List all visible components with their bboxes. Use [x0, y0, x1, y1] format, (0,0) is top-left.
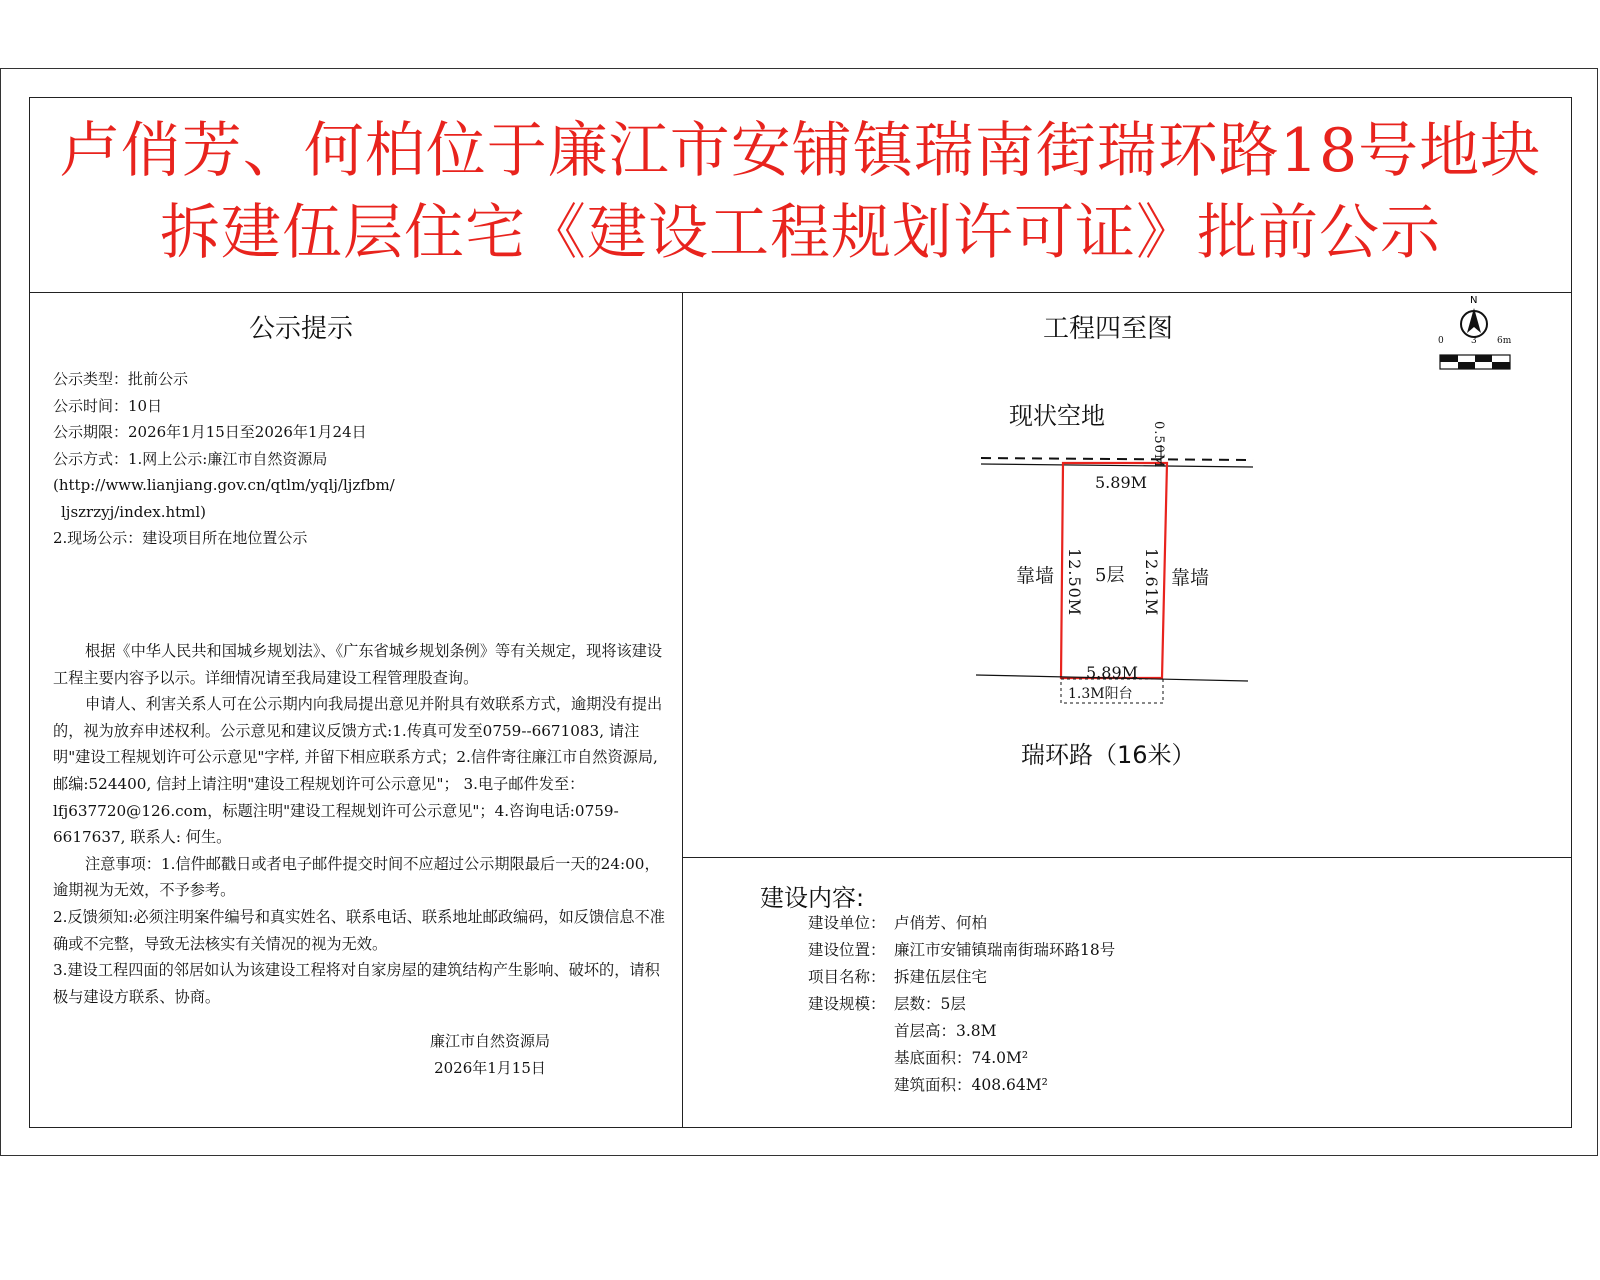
title-block [30, 98, 1571, 293]
notice-onsite: 2.现场公示：建设项目所在地位置公示 [53, 529, 308, 547]
title-line-1: 卢俏芳、何柏位于廉江市安铺镇瑞南街瑞环路18号地块 [59, 116, 1542, 186]
setback-dimension: 0.50M [1151, 421, 1166, 469]
map-heading: 工程四至图 [1043, 314, 1174, 344]
site-map [683, 293, 1571, 858]
paragraph-neighbors: 3.建设工程四面的邻居如认为该建设工程将对自家房屋的建筑结构产生影响、破坏的，请积极与建设方联系、协商。 [53, 961, 660, 1006]
north-arrow-icon [1461, 295, 1487, 337]
left-depth-dimension: 12.50M [1065, 548, 1084, 617]
balcony-label: 1.3M阳台 [1068, 686, 1133, 702]
site-map-drawing [683, 293, 1571, 858]
scale-end: 6m [1497, 336, 1512, 346]
paragraph-requirements: 2.反馈须知:必须注明案件编号和真实姓名、联系电话、联系地址邮政编码，如反馈信息不准确或不完整，导致无法核实有关情况的视为无效。 [53, 907, 665, 953]
notice-type: 公示类型：批前公示 [53, 370, 189, 388]
notice-sheet [29, 97, 1572, 1128]
bottom-width-dimension: 5.89M [1086, 663, 1139, 682]
scale-zero: 0 [1438, 336, 1444, 346]
notice-url-line-2: ljszrzyj/index.html) [61, 502, 207, 521]
scale-bar [1440, 355, 1510, 369]
content-row [808, 910, 1115, 937]
west-neighbor-label: 靠墙 [1016, 565, 1055, 587]
paragraph-feedback: 申请人、利害关系人可在公示期内向我局提出意见并附具有效联系方式，逾期没有提出的，视为放弃申述权利。公示意见和建议反馈方式:1.传真可发至0759--6671083, 请注明"建设工程规划许可公示意见"字样, 并留下相应联系方式；2.信件寄往廉江市自然资源局, 邮编:524400, 信封上请注明"建设工程规划许可公示意见"； 3.电子邮件发至：lfj637720@126.com，标题注明"建设工程规划许可公示意见"；4.咨询电话:0759-6617637, 联系人: 何生。 [53, 695, 663, 847]
content-list [808, 910, 1115, 1099]
row-value: 层数：5层 [894, 995, 966, 1013]
notice-url-line-1: (http://www.lianjiang.gov.cn/qtlm/yqlj/ljzfbm/ [53, 476, 395, 494]
notice-method: 公示方式：1.网上公示:廉江市自然资源局 [53, 449, 328, 468]
right-depth-dimension: 12.61M [1142, 548, 1161, 617]
north-solid-line [981, 464, 1253, 467]
content-subrow: 建筑面积：408.64M² [894, 1076, 1048, 1094]
notice-panel [30, 293, 683, 1127]
project-panel [683, 293, 1571, 1127]
content-row [808, 991, 1115, 1018]
content-subrow: 首层高：3.8M [894, 1022, 997, 1040]
svg-text:N: N [1470, 295, 1478, 306]
east-neighbor-label: 靠墙 [1171, 567, 1210, 589]
notice-body [53, 638, 667, 1010]
notice-info [53, 366, 395, 552]
notice-period: 公示期限：2026年1月15日至2026年1月24日 [53, 423, 367, 441]
notice-duration: 公示时间：10日 [53, 396, 163, 415]
issuer-signature: 廉江市自然资源局 [429, 1032, 550, 1050]
north-dashed-line [981, 458, 1253, 460]
content-row [808, 964, 1115, 991]
paragraph-notes: 注意事项：1.信件邮戳日或者电子邮件提交时间不应超过公示期限最后一天的24:00，逾期视为无效，不予参考。 [53, 854, 660, 900]
row-label: 建设位置： [808, 941, 886, 959]
south-road-label: 瑞环路（16米） [1021, 741, 1196, 769]
title-line-2: 拆建伍层住宅《建设工程规划许可证》批前公示 [160, 198, 1441, 268]
content-subrow: 基底面积：74.0M² [894, 1049, 1029, 1067]
row-label: 建设单位： [808, 914, 886, 932]
row-value: 卢俏芳、何柏 [894, 914, 988, 932]
north-neighbor-label: 现状空地 [1009, 402, 1105, 430]
row-value: 廉江市安铺镇瑞南街瑞环路18号 [894, 941, 1116, 959]
issue-date: 2026年1月15日 [434, 1059, 546, 1077]
content-heading: 建设内容: [760, 884, 865, 912]
row-label: 项目名称： [808, 968, 886, 986]
row-value: 拆建伍层住宅 [894, 968, 988, 986]
top-width-dimension: 5.89M [1095, 473, 1148, 492]
paragraph-legal-basis: 根据《中华人民共和国城乡规划法》、《广东省城乡规划条例》等有关规定，现将该建设工程主要内容予以示。详细情况请至我局建设工程管理股查询。 [53, 642, 663, 687]
notice-heading: 公示提示 [249, 314, 354, 344]
row-label: 建设规模： [808, 995, 886, 1013]
floors-label: 5层 [1095, 565, 1125, 586]
scale-mid: 3 [1471, 336, 1477, 346]
content-row [808, 937, 1115, 964]
